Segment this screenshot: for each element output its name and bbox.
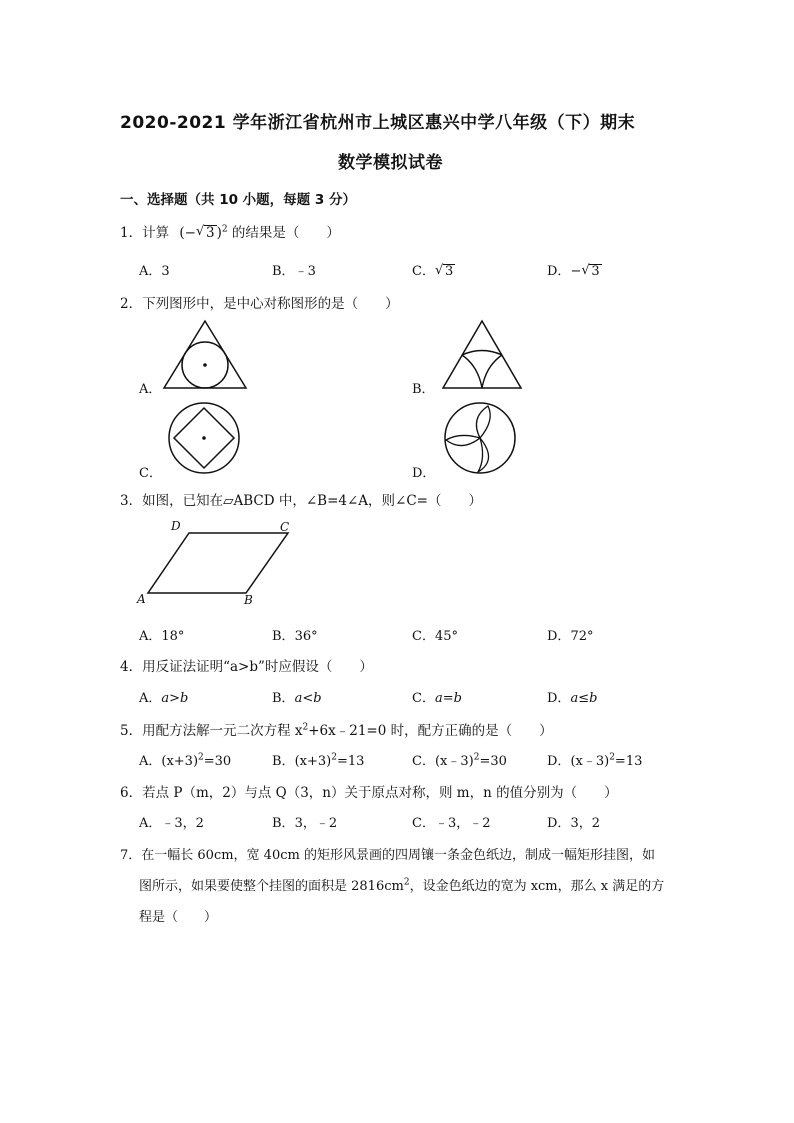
q6-option-a[interactable] — [139, 812, 204, 831]
vertex-label-c: C — [280, 520, 290, 534]
question-2: 2．下列图形中，是中心对称图形的是（ ） — [120, 296, 399, 312]
option-label: D． — [547, 754, 571, 769]
option-label: A． — [139, 629, 162, 644]
option-exponent: 2 — [198, 752, 204, 763]
q1-option-b[interactable] — [272, 260, 316, 279]
vertex-label-b: B — [244, 593, 253, 607]
question-1 — [120, 221, 340, 241]
option-label: C． — [412, 691, 435, 706]
q5-text-b: +6x﹣21=0 时，配方正确的是（ ） — [308, 723, 553, 739]
q5-option-c[interactable] — [412, 750, 507, 769]
option-rest: =13 — [336, 754, 365, 769]
q3-option-d[interactable] — [547, 625, 593, 644]
option-label: A． — [139, 816, 162, 831]
option-label: B． — [272, 754, 295, 769]
question-7-line-1: 7．在一幅长 60cm，宽 40cm 的矩形风景画的四周镶一条金色纸边，制成一幅矩形挂图，如 — [120, 848, 655, 863]
q1-radicand: 3 — [205, 225, 215, 241]
q1-expression — [179, 225, 232, 241]
q5-text-a: 5．用配方法解一元二次方程 x — [120, 723, 303, 739]
option-exponent: 2 — [473, 752, 480, 763]
option-text: 45° — [434, 629, 458, 644]
figure-triangle-inscribed-circle — [160, 318, 250, 392]
option-label: C． — [412, 264, 435, 279]
title-line-2: 数学模拟试卷 — [338, 153, 443, 173]
q2-option-c-label[interactable]: C． — [139, 466, 162, 481]
option-text: 36° — [294, 629, 318, 644]
option-text: 3 — [591, 264, 600, 279]
option-exponent: 2 — [609, 752, 615, 763]
vertex-label-a: A — [137, 592, 146, 606]
option-label: B． — [272, 264, 295, 279]
option-label: A． — [139, 691, 162, 706]
option-text: a>b — [161, 691, 189, 706]
option-base: (x+3) — [161, 754, 199, 769]
option-label: D． — [547, 816, 571, 831]
option-text: a=b — [434, 691, 462, 706]
figure-triangle-arcs — [440, 318, 524, 392]
question-5 — [120, 719, 553, 739]
q1-suffix: 的结果是（ ） — [231, 225, 340, 241]
option-label: C． — [412, 816, 435, 831]
q1-exponent: 2 — [221, 224, 228, 235]
q2-option-b-label[interactable]: B． — [412, 382, 435, 397]
option-text: a<b — [294, 691, 322, 706]
q5-option-d[interactable] — [547, 750, 642, 769]
sqrt-symbol: √ 3 — [195, 224, 215, 241]
option-label: B． — [272, 816, 295, 831]
vertex-label-d: D — [171, 519, 181, 533]
question-4: 4．用反证法证明“a>b”时应假设（ ） — [120, 659, 373, 675]
option-rest: =30 — [479, 754, 507, 769]
option-text: ﹣3，2 — [161, 816, 204, 831]
option-rest: =13 — [614, 754, 643, 769]
q1-close: ) — [216, 225, 222, 241]
question-7-line-2 — [139, 875, 664, 894]
minus-sign: − — [570, 264, 582, 279]
option-text: ﹣3，﹣2 — [434, 816, 491, 831]
option-base: (x﹣3) — [434, 754, 474, 769]
question-7-line-3: 程是（ ） — [139, 910, 218, 925]
sqrt-symbol: √ 3 — [434, 263, 454, 279]
q4-option-a[interactable] — [139, 687, 188, 706]
q7-line2-b: ，设金色纸边的宽为 xcm，那么 x 满足的方 — [409, 879, 665, 894]
option-rest: =30 — [203, 754, 232, 769]
section-heading: 一、选择题（共 10 小题，每题 3 分） — [120, 192, 356, 208]
option-base: (x﹣3) — [570, 754, 610, 769]
option-exponent: 2 — [331, 752, 337, 763]
q2-option-a-label[interactable]: A． — [139, 382, 162, 397]
figure-circle-petals — [440, 402, 520, 474]
title-line-1: 2020-2021 学年浙江省杭州市上城区惠兴中学八年级（下）期末 — [120, 113, 636, 133]
q3-option-a[interactable] — [139, 625, 184, 644]
option-label: C． — [412, 629, 435, 644]
option-text: 3 — [444, 264, 454, 279]
q6-option-d[interactable] — [547, 812, 600, 831]
q1-open: (− — [179, 225, 196, 241]
question-3: 3．如图，已知在▱ABCD 中，∠B=4∠A，则∠C=（ ） — [120, 493, 482, 509]
option-label: C． — [412, 754, 435, 769]
sqrt-symbol: √ 3 — [581, 263, 600, 279]
option-text: 3，﹣2 — [294, 816, 338, 831]
option-text: 18° — [161, 629, 185, 644]
option-label: D． — [547, 629, 571, 644]
option-text: 3，2 — [570, 816, 600, 831]
option-text: 3 — [161, 264, 170, 279]
option-label: B． — [272, 629, 295, 644]
option-label: B． — [272, 691, 295, 706]
q1-prefix: 1．计算 — [120, 225, 170, 241]
q6-option-b[interactable] — [272, 812, 337, 831]
q2-option-d-label[interactable]: D． — [412, 466, 436, 481]
option-label: A． — [139, 264, 162, 279]
q4-option-b[interactable] — [272, 687, 322, 706]
q5-option-b[interactable] — [272, 750, 364, 769]
option-base: (x+3) — [294, 754, 332, 769]
q7-line2-a: 图所示，如果要使整个挂图的面积是 2816cm — [139, 879, 404, 894]
q1-option-a[interactable] — [139, 260, 170, 279]
q1-option-c[interactable] — [412, 260, 455, 279]
q4-option-d[interactable] — [547, 687, 597, 706]
option-text: ﹣3 — [294, 264, 316, 279]
q4-option-c[interactable] — [412, 687, 462, 706]
q1-option-d[interactable] — [547, 260, 602, 279]
q5-exponent: 2 — [302, 722, 309, 733]
figure-circle-square — [164, 402, 244, 474]
option-text: 72° — [570, 629, 594, 644]
q7-exponent: 2 — [403, 877, 410, 888]
option-label: D． — [547, 691, 571, 706]
option-label: D． — [547, 264, 571, 279]
option-label: A． — [139, 754, 162, 769]
q3-option-c[interactable] — [412, 625, 458, 644]
option-text: a≤b — [570, 691, 598, 706]
question-6: 6．若点 P（m，2）与点 Q（3，n）关于原点对称，则 m，n 的值分别为（ ） — [120, 785, 618, 801]
q6-option-c[interactable] — [412, 812, 491, 831]
q3-option-b[interactable] — [272, 625, 318, 644]
q5-option-a[interactable] — [139, 750, 231, 769]
